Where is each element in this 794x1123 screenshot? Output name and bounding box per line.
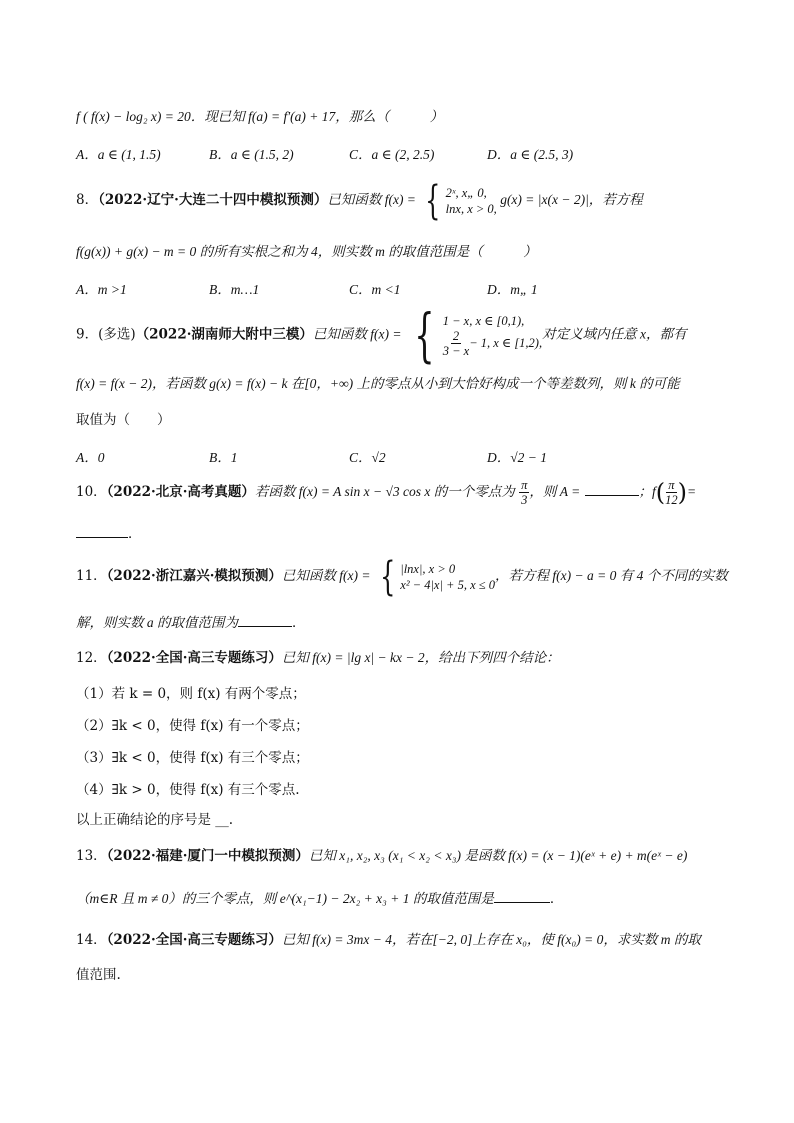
q9-prefix: (多选): [98, 326, 136, 343]
q10-blank-a[interactable]: [585, 481, 639, 496]
q12-item-4: （4）∃k > 0，使得 f(x) 有三个零点.: [76, 782, 300, 798]
q12-item-1: （1）若 k = 0，则 f(x) 有两个零点；: [76, 686, 306, 702]
q8-option-b[interactable]: B．m…1: [209, 282, 260, 297]
q7-option-d[interactable]: D．a ∈ (2.5, 3): [487, 147, 574, 162]
q9-source: （2022·湖南师大附中三模）: [135, 326, 313, 343]
q13-blank[interactable]: [494, 888, 550, 903]
q8-option-d[interactable]: D．m„ 1: [487, 282, 538, 297]
q11-number: 11．: [76, 568, 107, 584]
q7-option-b[interactable]: B．a ∈ (1.5, 2): [209, 147, 294, 162]
q8-piecewise: { 2ˣ, x„ 0, lnx, x > 0,: [425, 177, 497, 224]
q9-stem-line3: 取值为（ ）: [76, 412, 171, 428]
q10-number: 10．: [76, 484, 107, 500]
q12-number: 12．: [76, 650, 107, 666]
q14-number: 14．: [76, 932, 107, 948]
q12-source: （2022·全国·高三专题练习）: [106, 650, 282, 666]
q8-source: （2022·辽宁·大连二十四中模拟预测）: [98, 192, 328, 208]
q14-stem-line1: 14．（2022·全国·高三专题练习）已知 f(x) = 3mx − 4，若在[−2, 0]上存在 x₀，使 f(x₀) = 0，求实数 m 的取: [76, 932, 701, 948]
q13-source: （2022·福建·厦门一中模拟预测）: [106, 848, 309, 864]
q11-source: （2022·浙江嘉兴·模拟预测）: [106, 568, 282, 584]
q14-stem-line2: 值范围.: [76, 967, 121, 983]
q9-stem-line2: f(x) = f(x − 2)，若函数 g(x) = f(x) − k 在[0，+∞) 上的零点从小到大恰好构成一个等差数列，则 k 的可能: [76, 376, 680, 391]
q13-stem-line1: 13．（2022·福建·厦门一中模拟预测）已知 x₁, x₂, x₃ (x₁ < x₂ < x₃) 是函数 f(x) = (x − 1)(eˣ + e) + m(eˣ − e): [76, 848, 688, 864]
q8-number: 8．: [76, 192, 99, 208]
q11-blank[interactable]: [238, 612, 292, 627]
q9-number: 9．: [76, 326, 99, 343]
q9-piecewise: { 1 − x, x ∈ [0,1), $\frac{2}{3 - x}$ − 1, x ∈ [1,2),: [414, 301, 543, 369]
q11-stem-line2: 解，则实数 a 的取值范围为 ．: [76, 612, 734, 633]
q12-item-3: （3）∃k < 0，使得 f(x) 有三个零点；: [76, 750, 309, 766]
q13-number: 13．: [76, 848, 107, 864]
q8-option-a[interactable]: A．m >1: [76, 282, 127, 297]
q9-option-b[interactable]: B．1: [209, 450, 238, 465]
q12-item-2: （2）∃k < 0，使得 f(x) 有一个零点；: [76, 718, 309, 734]
q13-stem-line2: （m∈R 且 m ≠ 0）的三个零点，则 e^(x₁−1) − 2x₂ + x₃ + 1 的取值范围是 ．: [76, 888, 734, 909]
q7-option-c[interactable]: C．a ∈ (2, 2.5): [349, 147, 435, 162]
q8-option-c[interactable]: C．m <1: [349, 282, 401, 297]
q10-stem-line2: ．: [76, 523, 734, 544]
q10-blank-b[interactable]: [76, 523, 128, 538]
q9-stem-line1: 9．(多选)（2022·湖南师大附中三模）已知函数 f(x) = { 1 − x, x ∈ [0,1), $\frac{2}{3 - x}$ − 1, x ∈ [1,2), 对定义域内任意 x，都有: [76, 301, 687, 369]
q7-option-a[interactable]: A．a ∈ (1, 1.5): [76, 147, 161, 162]
q9-option-c[interactable]: C．√2: [349, 450, 386, 465]
q12-tail: 以上正确结论的序号是 __.: [76, 812, 234, 828]
q8-stem-line2: f(g(x)) + g(x) − m = 0 的所有实根之和为 4，则实数 m 的取值范围是（ ）: [76, 244, 537, 259]
q7-stem-tail: f ( f(x) − log₂ x) = 20．现已知 f(a) = f′(a) + 17，那么（ ）: [76, 109, 444, 124]
q11-piecewise: { |lnx|, x > 0 x² − 4|x| + 5, x ≤ 0: [379, 553, 496, 600]
q12-stem: 12．（2022·全国·高三专题练习）已知 f(x) = |lg x| − kx − 2，给出下列四个结论：: [76, 650, 560, 666]
q10-fraction-pi-12: $\frac{\pi}{12}$: [665, 478, 678, 507]
q10-stem-line1: 10．（2022·北京·高考真题）若函数 f(x) = A sin x − √3 cos x 的一个零点为 $\frac{\pi}{3}$ ，则 A = ；f( $\frac{\pi}{12}$ )=: [76, 478, 697, 507]
q10-source: （2022·北京·高考真题）: [106, 484, 255, 500]
q10-fraction-pi-3: $\frac{\pi}{3}$: [521, 478, 528, 507]
q14-source: （2022·全国·高三专题练习）: [106, 932, 282, 948]
q9-option-a[interactable]: A．0: [76, 450, 105, 465]
q8-stem-line1: 8．（2022·辽宁·大连二十四中模拟预测）已知函数 f(x) = { 2ˣ, x„ 0, lnx, x > 0, g(x) = |x(x − 2)|，若方程: [76, 177, 643, 224]
q11-stem-line1: 11．（2022·浙江嘉兴·模拟预测）已知函数 f(x) = { |lnx|, x > 0 x² − 4|x| + 5, x ≤ 0 ，若方程 f(x) − a = 0 有 4 个不同的实数: [76, 553, 728, 600]
q9-option-d[interactable]: D．√2 − 1: [487, 450, 548, 465]
